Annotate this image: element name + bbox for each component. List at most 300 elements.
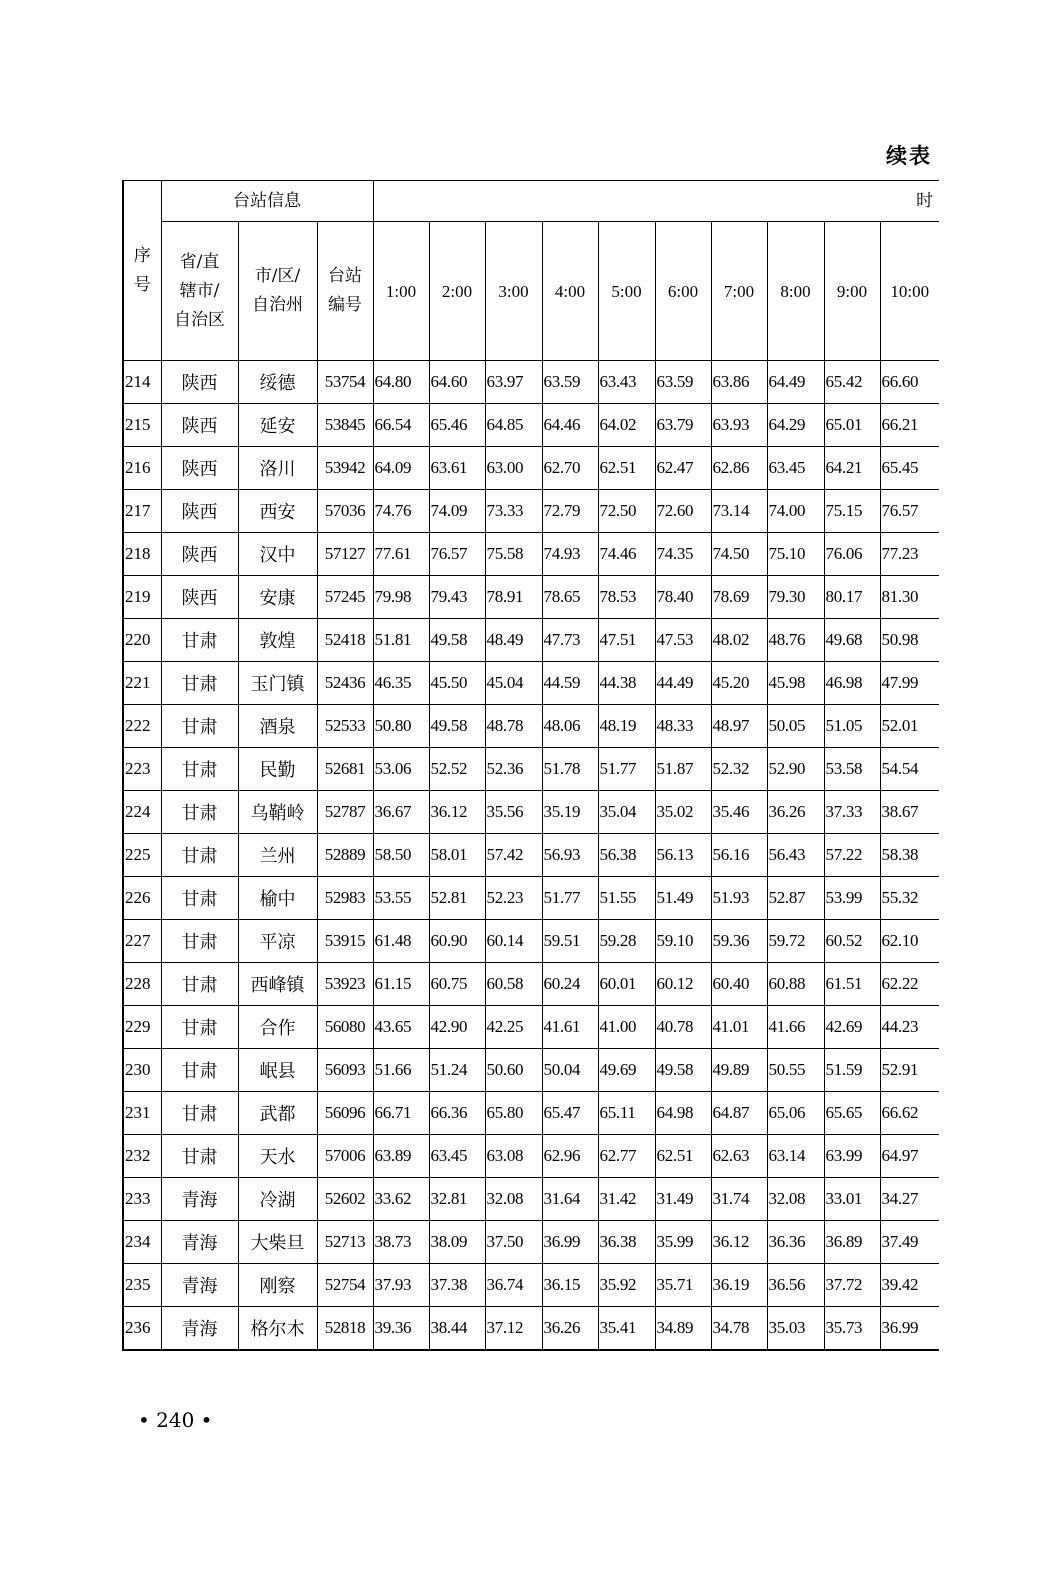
- hour-value-cell: 60.90: [429, 920, 485, 963]
- table-row: [123, 404, 939, 447]
- row-index-cell: 235: [123, 1264, 161, 1307]
- hour-value-cell: 39.42: [880, 1264, 939, 1307]
- station-id-cell: 52713: [317, 1221, 373, 1264]
- province-cell: 甘肃: [161, 748, 238, 791]
- city-cell: 玉门镇: [238, 662, 317, 705]
- hour-value-cell: 48.19: [598, 705, 655, 748]
- hour-value-cell: 64.60: [429, 361, 485, 404]
- row-index-cell: 229: [123, 1006, 161, 1049]
- hour-value-cell: 45.50: [429, 662, 485, 705]
- hour-value-cell: 52.52: [429, 748, 485, 791]
- hour-value-cell: 41.01: [711, 1006, 767, 1049]
- city-cell: 民勤: [238, 748, 317, 791]
- hour-value-cell: 59.36: [711, 920, 767, 963]
- hour-value-cell: 41.66: [767, 1006, 824, 1049]
- hour-value-cell: 74.00: [767, 490, 824, 533]
- hour-value-cell: 45.98: [767, 662, 824, 705]
- hour-value-cell: 34.78: [711, 1307, 767, 1351]
- province-cell: 甘肃: [161, 662, 238, 705]
- hour-value-cell: 45.20: [711, 662, 767, 705]
- hour-value-cell: 36.38: [598, 1221, 655, 1264]
- hour-value-cell: 76.57: [429, 533, 485, 576]
- hour-value-cell: 62.51: [598, 447, 655, 490]
- hour-value-cell: 51.59: [824, 1049, 880, 1092]
- city-cell: 合作: [238, 1006, 317, 1049]
- header-hour: 3:00: [485, 222, 542, 361]
- hour-value-cell: 44.23: [880, 1006, 939, 1049]
- hour-value-cell: 72.79: [542, 490, 598, 533]
- hour-value-cell: 60.01: [598, 963, 655, 1006]
- station-id-cell: 57245: [317, 576, 373, 619]
- hour-value-cell: 64.80: [373, 361, 429, 404]
- row-index-cell: 224: [123, 791, 161, 834]
- station-id-cell: 52436: [317, 662, 373, 705]
- province-cell: 甘肃: [161, 877, 238, 920]
- header-hour: 2:00: [429, 222, 485, 361]
- hour-value-cell: 62.51: [655, 1135, 711, 1178]
- station-id-cell: 52533: [317, 705, 373, 748]
- city-cell: 榆中: [238, 877, 317, 920]
- station-id-cell: 52787: [317, 791, 373, 834]
- station-id-cell: 57036: [317, 490, 373, 533]
- row-index-cell: 218: [123, 533, 161, 576]
- hour-value-cell: 65.01: [824, 404, 880, 447]
- hour-value-cell: 76.06: [824, 533, 880, 576]
- city-cell: 刚察: [238, 1264, 317, 1307]
- province-cell: 陕西: [161, 533, 238, 576]
- hour-value-cell: 48.76: [767, 619, 824, 662]
- hour-value-cell: 31.74: [711, 1178, 767, 1221]
- hour-value-cell: 74.09: [429, 490, 485, 533]
- hour-value-cell: 49.58: [655, 1049, 711, 1092]
- hour-value-cell: 51.93: [711, 877, 767, 920]
- city-cell: 西安: [238, 490, 317, 533]
- hour-value-cell: 63.61: [429, 447, 485, 490]
- hour-value-cell: 51.66: [373, 1049, 429, 1092]
- hour-value-cell: 46.98: [824, 662, 880, 705]
- table-row: [123, 877, 939, 920]
- table-row: [123, 619, 939, 662]
- hour-value-cell: 48.49: [485, 619, 542, 662]
- station-id-cell: 56080: [317, 1006, 373, 1049]
- hour-value-cell: 37.49: [880, 1221, 939, 1264]
- province-cell: 甘肃: [161, 705, 238, 748]
- hour-value-cell: 36.99: [880, 1307, 939, 1351]
- hour-value-cell: 37.38: [429, 1264, 485, 1307]
- hour-value-cell: 64.46: [542, 404, 598, 447]
- hour-value-cell: 63.08: [485, 1135, 542, 1178]
- row-index-cell: 223: [123, 748, 161, 791]
- province-cell: 甘肃: [161, 834, 238, 877]
- province-cell: 陕西: [161, 447, 238, 490]
- hour-value-cell: 63.00: [485, 447, 542, 490]
- hour-value-cell: 36.89: [824, 1221, 880, 1264]
- hour-value-cell: 38.09: [429, 1221, 485, 1264]
- hour-value-cell: 64.29: [767, 404, 824, 447]
- hour-value-cell: 64.85: [485, 404, 542, 447]
- hour-value-cell: 52.91: [880, 1049, 939, 1092]
- province-cell: 青海: [161, 1221, 238, 1264]
- header-station-id: 台站 编号: [317, 222, 373, 361]
- hour-value-cell: 36.74: [485, 1264, 542, 1307]
- hour-value-cell: 48.33: [655, 705, 711, 748]
- hour-value-cell: 35.73: [824, 1307, 880, 1351]
- province-cell: 甘肃: [161, 791, 238, 834]
- hour-value-cell: 63.14: [767, 1135, 824, 1178]
- table-row: [123, 920, 939, 963]
- table-row: [123, 662, 939, 705]
- row-index-cell: 234: [123, 1221, 161, 1264]
- station-id-cell: 57127: [317, 533, 373, 576]
- province-cell: 陕西: [161, 576, 238, 619]
- hour-value-cell: 58.50: [373, 834, 429, 877]
- hour-value-cell: 66.54: [373, 404, 429, 447]
- hour-value-cell: 53.06: [373, 748, 429, 791]
- hour-value-cell: 56.16: [711, 834, 767, 877]
- hour-value-cell: 37.50: [485, 1221, 542, 1264]
- table-row: [123, 1049, 939, 1092]
- hour-value-cell: 59.72: [767, 920, 824, 963]
- hour-value-cell: 31.64: [542, 1178, 598, 1221]
- hour-value-cell: 43.65: [373, 1006, 429, 1049]
- hour-value-cell: 63.79: [655, 404, 711, 447]
- province-cell: 甘肃: [161, 1006, 238, 1049]
- hour-value-cell: 52.23: [485, 877, 542, 920]
- row-index-cell: 230: [123, 1049, 161, 1092]
- hour-value-cell: 34.89: [655, 1307, 711, 1351]
- hour-value-cell: 63.99: [824, 1135, 880, 1178]
- hour-value-cell: 37.12: [485, 1307, 542, 1351]
- header-hour: 1:00: [373, 222, 429, 361]
- header-time: 时: [373, 181, 939, 222]
- row-index-cell: 216: [123, 447, 161, 490]
- hour-value-cell: 62.47: [655, 447, 711, 490]
- table-row: [123, 791, 939, 834]
- hour-value-cell: 45.04: [485, 662, 542, 705]
- hour-value-cell: 61.48: [373, 920, 429, 963]
- station-id-cell: 52418: [317, 619, 373, 662]
- hour-value-cell: 50.04: [542, 1049, 598, 1092]
- header-hour: 6:00: [655, 222, 711, 361]
- hour-value-cell: 31.49: [655, 1178, 711, 1221]
- hour-value-cell: 41.61: [542, 1006, 598, 1049]
- city-cell: 天水: [238, 1135, 317, 1178]
- hour-value-cell: 52.81: [429, 877, 485, 920]
- province-cell: 青海: [161, 1264, 238, 1307]
- hour-value-cell: 51.77: [598, 748, 655, 791]
- hour-value-cell: 47.73: [542, 619, 598, 662]
- province-cell: 青海: [161, 1307, 238, 1351]
- hour-value-cell: 35.56: [485, 791, 542, 834]
- table-row: [123, 1178, 939, 1221]
- province-cell: 陕西: [161, 361, 238, 404]
- hour-value-cell: 72.60: [655, 490, 711, 533]
- hour-value-cell: 65.47: [542, 1092, 598, 1135]
- hour-value-cell: 63.45: [767, 447, 824, 490]
- province-cell: 甘肃: [161, 963, 238, 1006]
- header-station-info: 台站信息: [161, 181, 373, 222]
- table-row: [123, 533, 939, 576]
- header-index: 序 号: [123, 181, 161, 361]
- hour-value-cell: 35.71: [655, 1264, 711, 1307]
- hour-value-cell: 50.60: [485, 1049, 542, 1092]
- hour-value-cell: 63.59: [655, 361, 711, 404]
- hour-value-cell: 73.33: [485, 490, 542, 533]
- hour-value-cell: 37.72: [824, 1264, 880, 1307]
- hour-value-cell: 77.23: [880, 533, 939, 576]
- hour-value-cell: 57.22: [824, 834, 880, 877]
- row-index-cell: 221: [123, 662, 161, 705]
- row-index-cell: 219: [123, 576, 161, 619]
- hour-value-cell: 44.49: [655, 662, 711, 705]
- hour-value-cell: 61.15: [373, 963, 429, 1006]
- hour-value-cell: 38.67: [880, 791, 939, 834]
- table-row: [123, 447, 939, 490]
- hour-value-cell: 52.01: [880, 705, 939, 748]
- hour-value-cell: 64.02: [598, 404, 655, 447]
- station-id-cell: 53845: [317, 404, 373, 447]
- header-hour: 9:00: [824, 222, 880, 361]
- table-row: [123, 576, 939, 619]
- hour-value-cell: 78.65: [542, 576, 598, 619]
- hour-value-cell: 49.89: [711, 1049, 767, 1092]
- hour-value-cell: 32.08: [485, 1178, 542, 1221]
- station-id-cell: 52602: [317, 1178, 373, 1221]
- hour-value-cell: 40.78: [655, 1006, 711, 1049]
- row-index-cell: 227: [123, 920, 161, 963]
- hour-value-cell: 60.24: [542, 963, 598, 1006]
- hour-value-cell: 34.27: [880, 1178, 939, 1221]
- hour-value-cell: 48.97: [711, 705, 767, 748]
- station-id-cell: 56093: [317, 1049, 373, 1092]
- hour-value-cell: 49.69: [598, 1049, 655, 1092]
- hour-value-cell: 37.33: [824, 791, 880, 834]
- hour-value-cell: 48.06: [542, 705, 598, 748]
- hour-value-cell: 36.56: [767, 1264, 824, 1307]
- hour-value-cell: 58.01: [429, 834, 485, 877]
- hour-value-cell: 51.49: [655, 877, 711, 920]
- hour-value-cell: 56.13: [655, 834, 711, 877]
- hour-value-cell: 35.99: [655, 1221, 711, 1264]
- hour-value-cell: 75.10: [767, 533, 824, 576]
- table-row: [123, 705, 939, 748]
- header-hour: 5:00: [598, 222, 655, 361]
- city-cell: 兰州: [238, 834, 317, 877]
- hour-value-cell: 35.41: [598, 1307, 655, 1351]
- hour-value-cell: 35.46: [711, 791, 767, 834]
- hour-value-cell: 58.38: [880, 834, 939, 877]
- row-index-cell: 214: [123, 361, 161, 404]
- header-hour: 4:00: [542, 222, 598, 361]
- row-index-cell: 233: [123, 1178, 161, 1221]
- hour-value-cell: 31.42: [598, 1178, 655, 1221]
- hour-value-cell: 38.73: [373, 1221, 429, 1264]
- hour-value-cell: 56.38: [598, 834, 655, 877]
- hour-value-cell: 42.90: [429, 1006, 485, 1049]
- hour-value-cell: 51.24: [429, 1049, 485, 1092]
- city-cell: 敦煌: [238, 619, 317, 662]
- station-id-cell: 53915: [317, 920, 373, 963]
- city-cell: 延安: [238, 404, 317, 447]
- hour-value-cell: 44.38: [598, 662, 655, 705]
- hour-value-cell: 35.03: [767, 1307, 824, 1351]
- hour-value-cell: 66.21: [880, 404, 939, 447]
- hour-value-cell: 51.87: [655, 748, 711, 791]
- province-cell: 甘肃: [161, 1092, 238, 1135]
- data-table: [122, 180, 939, 1351]
- hour-value-cell: 64.97: [880, 1135, 939, 1178]
- hour-value-cell: 51.77: [542, 877, 598, 920]
- hour-value-cell: 66.71: [373, 1092, 429, 1135]
- station-id-cell: 53923: [317, 963, 373, 1006]
- table-row: [123, 1307, 939, 1351]
- city-cell: 岷县: [238, 1049, 317, 1092]
- station-id-cell: 52754: [317, 1264, 373, 1307]
- hour-value-cell: 64.87: [711, 1092, 767, 1135]
- hour-value-cell: 75.15: [824, 490, 880, 533]
- hour-value-cell: 36.99: [542, 1221, 598, 1264]
- hour-value-cell: 36.26: [542, 1307, 598, 1351]
- hour-value-cell: 65.06: [767, 1092, 824, 1135]
- hour-value-cell: 65.42: [824, 361, 880, 404]
- row-index-cell: 220: [123, 619, 161, 662]
- station-id-cell: 52681: [317, 748, 373, 791]
- table-body: [123, 361, 939, 1351]
- table-row: [123, 1092, 939, 1135]
- table-row: [123, 1264, 939, 1307]
- hour-value-cell: 54.54: [880, 748, 939, 791]
- province-cell: 陕西: [161, 490, 238, 533]
- table-row: [123, 490, 939, 533]
- hour-value-cell: 56.43: [767, 834, 824, 877]
- hour-value-cell: 59.28: [598, 920, 655, 963]
- hour-value-cell: 53.58: [824, 748, 880, 791]
- city-cell: 平凉: [238, 920, 317, 963]
- hour-value-cell: 74.50: [711, 533, 767, 576]
- hour-value-cell: 53.55: [373, 877, 429, 920]
- hour-value-cell: 64.98: [655, 1092, 711, 1135]
- hour-value-cell: 52.90: [767, 748, 824, 791]
- hour-value-cell: 50.98: [880, 619, 939, 662]
- hour-value-cell: 81.30: [880, 576, 939, 619]
- hour-value-cell: 52.32: [711, 748, 767, 791]
- hour-value-cell: 33.01: [824, 1178, 880, 1221]
- hour-value-cell: 63.93: [711, 404, 767, 447]
- hour-value-cell: 66.60: [880, 361, 939, 404]
- hour-value-cell: 50.55: [767, 1049, 824, 1092]
- hour-value-cell: 63.45: [429, 1135, 485, 1178]
- hour-value-cell: 36.12: [711, 1221, 767, 1264]
- hour-value-cell: 65.11: [598, 1092, 655, 1135]
- hour-value-cell: 78.53: [598, 576, 655, 619]
- province-cell: 青海: [161, 1178, 238, 1221]
- station-id-cell: 53942: [317, 447, 373, 490]
- hour-value-cell: 52.87: [767, 877, 824, 920]
- row-index-cell: 217: [123, 490, 161, 533]
- station-id-cell: 52818: [317, 1307, 373, 1351]
- hour-value-cell: 64.49: [767, 361, 824, 404]
- table-row: [123, 1135, 939, 1178]
- hour-value-cell: 42.69: [824, 1006, 880, 1049]
- hour-value-cell: 51.78: [542, 748, 598, 791]
- table-row: [123, 361, 939, 404]
- hour-value-cell: 56.93: [542, 834, 598, 877]
- hour-value-cell: 76.57: [880, 490, 939, 533]
- hour-value-cell: 35.19: [542, 791, 598, 834]
- hour-value-cell: 48.02: [711, 619, 767, 662]
- station-id-cell: 53754: [317, 361, 373, 404]
- row-index-cell: 232: [123, 1135, 161, 1178]
- hour-value-cell: 72.50: [598, 490, 655, 533]
- hour-value-cell: 62.77: [598, 1135, 655, 1178]
- table-row: [123, 1221, 939, 1264]
- hour-value-cell: 32.08: [767, 1178, 824, 1221]
- hour-value-cell: 35.02: [655, 791, 711, 834]
- hour-value-cell: 65.65: [824, 1092, 880, 1135]
- page-number: • 240 •: [138, 1408, 213, 1432]
- hour-value-cell: 51.81: [373, 619, 429, 662]
- hour-value-cell: 51.05: [824, 705, 880, 748]
- hour-value-cell: 79.43: [429, 576, 485, 619]
- table-row: [123, 748, 939, 791]
- hour-value-cell: 49.58: [429, 619, 485, 662]
- city-cell: 洛川: [238, 447, 317, 490]
- hour-value-cell: 36.15: [542, 1264, 598, 1307]
- province-cell: 甘肃: [161, 1049, 238, 1092]
- hour-value-cell: 78.40: [655, 576, 711, 619]
- table-row: [123, 834, 939, 877]
- hour-value-cell: 35.04: [598, 791, 655, 834]
- hour-value-cell: 59.51: [542, 920, 598, 963]
- row-index-cell: 225: [123, 834, 161, 877]
- hour-value-cell: 41.00: [598, 1006, 655, 1049]
- hour-value-cell: 46.35: [373, 662, 429, 705]
- row-index-cell: 222: [123, 705, 161, 748]
- hour-value-cell: 74.35: [655, 533, 711, 576]
- station-id-cell: 52983: [317, 877, 373, 920]
- hour-value-cell: 59.10: [655, 920, 711, 963]
- province-cell: 甘肃: [161, 1135, 238, 1178]
- hour-value-cell: 62.86: [711, 447, 767, 490]
- city-cell: 绥德: [238, 361, 317, 404]
- hour-value-cell: 60.88: [767, 963, 824, 1006]
- row-index-cell: 231: [123, 1092, 161, 1135]
- hour-value-cell: 74.93: [542, 533, 598, 576]
- hour-value-cell: 50.05: [767, 705, 824, 748]
- province-cell: 甘肃: [161, 920, 238, 963]
- header-hour: 8:00: [767, 222, 824, 361]
- hour-value-cell: 55.32: [880, 877, 939, 920]
- hour-value-cell: 63.86: [711, 361, 767, 404]
- hour-value-cell: 36.12: [429, 791, 485, 834]
- hour-value-cell: 60.40: [711, 963, 767, 1006]
- hour-value-cell: 66.36: [429, 1092, 485, 1135]
- hour-value-cell: 53.99: [824, 877, 880, 920]
- hour-value-cell: 60.75: [429, 963, 485, 1006]
- hour-value-cell: 50.80: [373, 705, 429, 748]
- city-cell: 武都: [238, 1092, 317, 1135]
- city-cell: 安康: [238, 576, 317, 619]
- header-hour: 10:00: [880, 222, 939, 361]
- hour-value-cell: 44.59: [542, 662, 598, 705]
- hour-value-cell: 32.81: [429, 1178, 485, 1221]
- hour-value-cell: 74.46: [598, 533, 655, 576]
- row-index-cell: 236: [123, 1307, 161, 1351]
- header-city: 市/区/ 自治州: [238, 222, 317, 361]
- hour-value-cell: 63.59: [542, 361, 598, 404]
- province-cell: 甘肃: [161, 619, 238, 662]
- hour-value-cell: 62.70: [542, 447, 598, 490]
